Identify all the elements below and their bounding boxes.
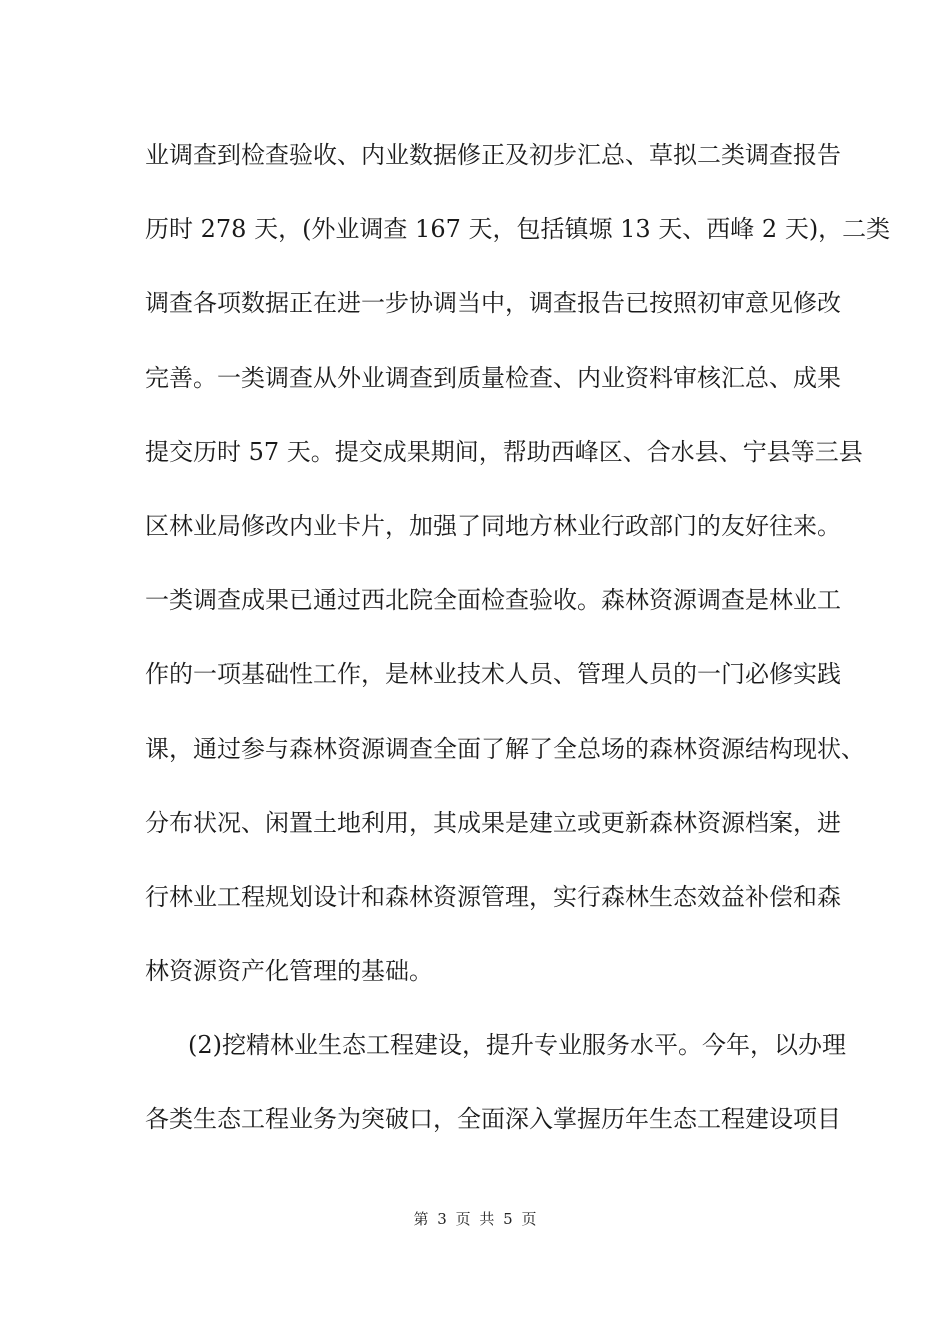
text-line: 林资源资产化管理的基础。 bbox=[145, 957, 433, 986]
text-line: 各类生态工程业务为突破口，全面深入掌握历年生态工程建设项目 bbox=[145, 1105, 841, 1134]
text-line: 分布状况、闲置土地利用，其成果是建立或更新森林资源档案，进 bbox=[145, 808, 841, 837]
text-line: 行林业工程规划设计和森林资源管理，实行森林生态效益补偿和森 bbox=[145, 882, 841, 911]
text-line: 提交历时 57 天。提交成果期间，帮助西峰区、合水县、宁县等三县 bbox=[145, 437, 863, 466]
page-number-footer: 第 3 页 共 5 页 bbox=[413, 1210, 537, 1228]
text-line: 课，通过参与森林资源调查全面了解了全总场的森林资源结构现状、 bbox=[145, 734, 865, 763]
text-line: 作的一项基础性工作，是林业技术人员、管理人员的一门必修实践 bbox=[145, 660, 841, 689]
body-text bbox=[145, 135, 891, 1174]
text-line: 完善。一类调查从外业调查到质量检查、内业资料审核汇总、成果 bbox=[145, 363, 841, 392]
text-line: 一类调查成果已通过西北院全面检查验收。森林资源调查是林业工 bbox=[145, 586, 841, 615]
text-line: 历时 278 天，(外业调查 167 天，包括镇塬 13 天、西峰 2 天)，二类 bbox=[145, 215, 891, 244]
text-line: 调查各项数据正在进一步协调当中，调查报告已按照初审意见修改 bbox=[145, 289, 841, 318]
text-line: 区林业局修改内业卡片，加强了同地方林业行政部门的友好往来。 bbox=[145, 511, 841, 540]
text-line: 业调查到检查验收、内业数据修正及初步汇总、草拟二类调查报告 bbox=[145, 141, 841, 169]
text-line: (2)挖精林业生态工程建设，提升专业服务水平。今年，以办理 bbox=[188, 1031, 846, 1060]
